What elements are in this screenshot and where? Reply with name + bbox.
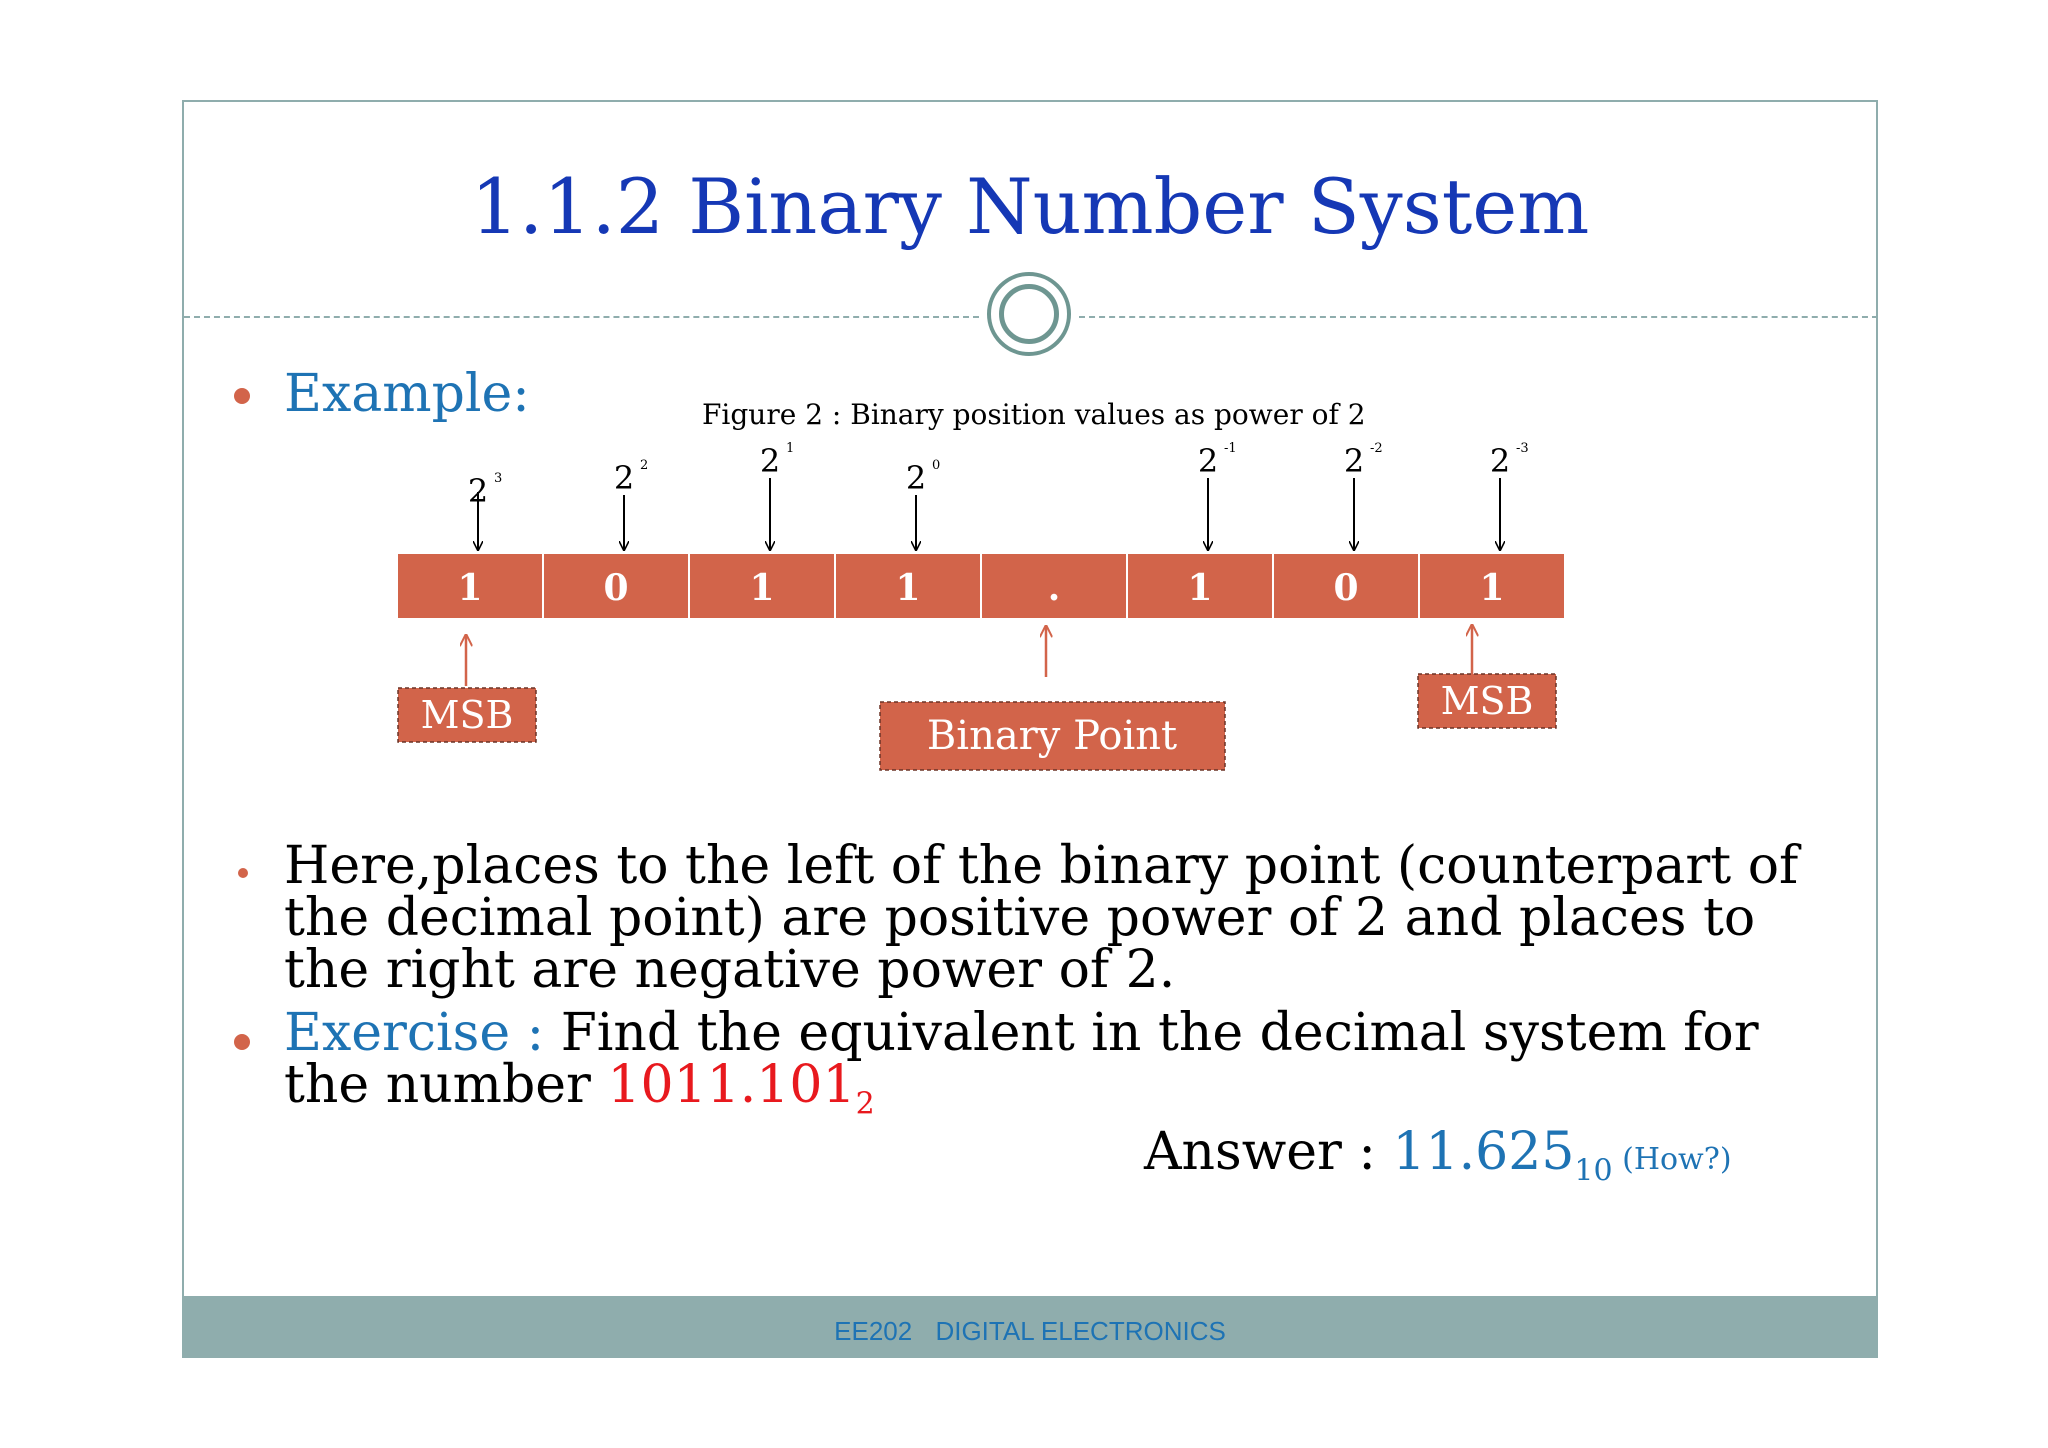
binary-cell-digit: .	[1047, 567, 1061, 609]
power-exponent: -2	[1370, 441, 1383, 456]
binary-cell-digit: 1	[1187, 567, 1213, 609]
binary-point-label: Binary Point	[926, 713, 1178, 759]
msb-right-label: MSB	[1440, 679, 1534, 723]
power-label	[906, 458, 940, 550]
binary-cell-digit: 1	[895, 567, 921, 609]
power-base: 2	[905, 459, 927, 497]
answer-line	[1144, 1122, 1732, 1188]
bullet-dot	[238, 868, 248, 878]
answer-value	[1392, 1122, 1613, 1189]
bullet-dot	[234, 1034, 250, 1050]
power-exponent: 2	[640, 458, 649, 473]
example-label: Example:	[284, 364, 530, 424]
binary-cell-digit: 1	[749, 567, 775, 609]
power-base: 2	[759, 442, 781, 480]
power-base: 2	[1197, 442, 1219, 480]
explanation-paragraph: Here,places to the left of the binary point (counterpart of the decimal point) are positive power of 2 and places to the right are negative power of 2.	[284, 836, 1799, 1000]
exercise-text: Find the equivalent in the decimal system for the number	[284, 1003, 1759, 1115]
binary-cell-digit: 1	[457, 567, 483, 609]
answer-value-base: 10	[1574, 1153, 1613, 1189]
power-exponent: 3	[494, 471, 503, 486]
footer-course-code: EE202	[834, 1316, 913, 1346]
power-exponent: 0	[932, 458, 941, 473]
footer-course-name: DIGITAL ELECTRONICS	[935, 1316, 1226, 1346]
binary-position-diagram	[184, 102, 1880, 802]
exercise-number-base: 2	[855, 1086, 875, 1122]
binary-cell-digit: 1	[1479, 567, 1505, 609]
exercise-label: Exercise :	[284, 1003, 545, 1063]
power-exponent: -3	[1516, 441, 1529, 456]
slide	[182, 100, 1878, 1358]
footer-bar	[184, 1296, 1876, 1356]
exercise-number-digits: 1011.101	[607, 1055, 856, 1115]
power-label	[1198, 441, 1237, 550]
power-exponent: 1	[786, 441, 795, 456]
power-label	[760, 441, 794, 550]
power-label	[468, 471, 502, 550]
msb-left-label: MSB	[420, 693, 514, 737]
power-label	[1490, 441, 1529, 550]
answer-label: Answer :	[1144, 1122, 1393, 1182]
power-base: 2	[1343, 442, 1365, 480]
exercise-number	[607, 1055, 875, 1122]
slide-title: 1.1.2 Binary Number System	[470, 162, 1590, 251]
answer-value-digits: 11.625	[1392, 1122, 1575, 1182]
answer-hint: (How?)	[1612, 1142, 1732, 1177]
power-label	[614, 458, 648, 550]
binary-cell-digit: 0	[1333, 567, 1359, 609]
exercise-paragraph	[284, 1003, 1844, 1130]
power-label	[1344, 441, 1383, 550]
power-base: 2	[613, 459, 635, 497]
power-base: 2	[467, 472, 489, 510]
power-base: 2	[1489, 442, 1511, 480]
binary-cell-digit: 0	[603, 567, 629, 609]
figure-caption: Figure 2 : Binary position values as power of 2	[702, 398, 1366, 431]
power-exponent: -1	[1224, 441, 1237, 456]
